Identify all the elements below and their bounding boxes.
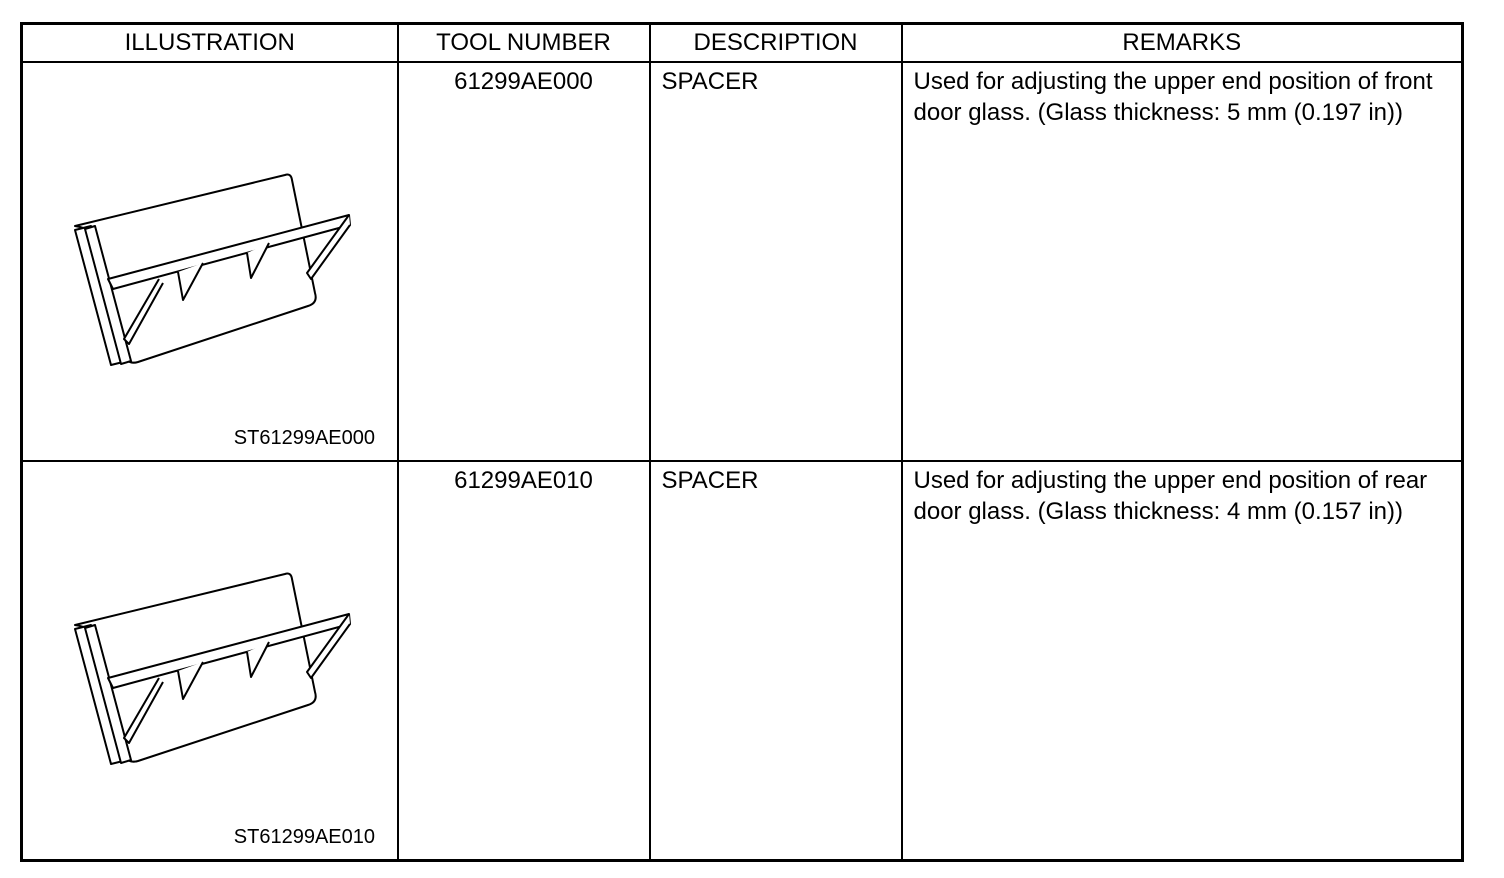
illustration-code: ST61299AE010 [233,826,375,848]
remarks: Used for adjusting the upper end position of rear door glass. (Glass thickness: 4 mm (0.157 in)) [902,461,1463,861]
special-tools-table [20,22,1464,862]
illustration-code: ST61299AE000 [233,427,375,449]
illustration-cell [22,461,398,861]
table-row [22,62,1463,461]
tool-number: 61299AE000 [398,62,650,461]
header-row [22,24,1463,63]
spacer-clip-icon [23,63,399,460]
table-row [22,461,1463,861]
tool-number: 61299AE010 [398,461,650,861]
description: SPACER [650,461,902,861]
header-description: DESCRIPTION [650,24,902,63]
remarks: Used for adjusting the upper end position of front door glass. (Glass thickness: 5 mm (0.197 in)) [902,62,1463,461]
spacer-clip-icon [23,462,399,859]
illustration-cell [22,62,398,461]
description: SPACER [650,62,902,461]
header-illustration: ILLUSTRATION [22,24,398,63]
header-remarks: REMARKS [902,24,1463,63]
header-tool-number: TOOL NUMBER [398,24,650,63]
